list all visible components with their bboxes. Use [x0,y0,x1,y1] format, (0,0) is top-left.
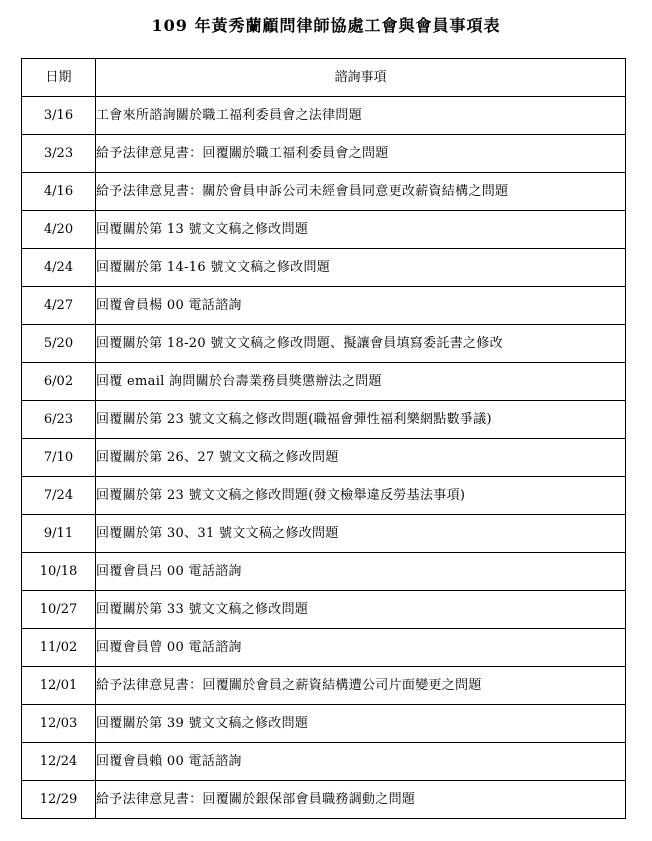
row-matter: 給予法律意見書：回覆關於職工福利委員會之問題 [96,135,626,173]
table-row [22,401,626,439]
table-header-row [22,59,626,97]
row-matter: 回覆關於第 14-16 號文文稿之修改問題 [96,249,626,287]
table-row [22,249,626,287]
row-date: 12/29 [22,781,96,819]
row-matter: 回覆關於第 39 號文文稿之修改問題 [96,705,626,743]
row-matter: 回覆關於第 23 號文文稿之修改問題(發文檢舉違反勞基法事項) [96,477,626,515]
row-date: 12/01 [22,667,96,705]
row-date: 11/02 [22,629,96,667]
row-date: 9/11 [22,515,96,553]
table-row [22,211,626,249]
row-date: 4/20 [22,211,96,249]
row-date: 4/16 [22,173,96,211]
header-date: 日期 [22,59,96,97]
header-matter: 諮詢事項 [96,59,626,97]
row-date: 7/10 [22,439,96,477]
table-row [22,363,626,401]
table-row [22,173,626,211]
table-row [22,439,626,477]
row-matter: 回覆會員賴 00 電話諮詢 [96,743,626,781]
table-row [22,515,626,553]
table-row [22,629,626,667]
row-matter: 回覆會員呂 00 電話諮詢 [96,553,626,591]
row-date: 10/18 [22,553,96,591]
row-date: 6/23 [22,401,96,439]
table-row [22,325,626,363]
row-date: 12/03 [22,705,96,743]
row-date: 10/27 [22,591,96,629]
table-row [22,743,626,781]
table-row [22,135,626,173]
row-matter: 回覆關於第 13 號文文稿之修改問題 [96,211,626,249]
table-row [22,477,626,515]
row-matter: 回覆會員楊 00 電話諮詢 [96,287,626,325]
row-matter: 給予法律意見書：關於會員申訴公司未經會員同意更改薪資結構之問題 [96,173,626,211]
row-matter: 回覆 email 詢問關於台壽業務員獎懲辦法之問題 [96,363,626,401]
table-row [22,781,626,819]
row-matter: 給予法律意見書：回覆關於銀保部會員職務調動之問題 [96,781,626,819]
table-row [22,287,626,325]
row-date: 6/02 [22,363,96,401]
table-body [22,97,626,819]
table-row [22,705,626,743]
row-date: 12/24 [22,743,96,781]
page-title: 109 年黃秀蘭顧問律師協處工會與會員事項表 [151,16,501,35]
consultation-table [21,58,626,819]
row-matter: 回覆關於第 33 號文文稿之修改問題 [96,591,626,629]
table-row [22,97,626,135]
row-date: 7/24 [22,477,96,515]
row-matter: 回覆關於第 23 號文文稿之修改問題(職福會彈性福利樂網點數爭議) [96,401,626,439]
table-row [22,667,626,705]
row-date: 5/20 [22,325,96,363]
row-matter: 回覆關於第 26、27 號文文稿之修改問題 [96,439,626,477]
row-matter: 回覆關於第 30、31 號文文稿之修改問題 [96,515,626,553]
row-matter: 工會來所諮詢關於職工福利委員會之法律問題 [96,97,626,135]
row-date: 3/23 [22,135,96,173]
row-date: 4/24 [22,249,96,287]
row-date: 3/16 [22,97,96,135]
row-matter: 回覆會員曾 00 電話諮詢 [96,629,626,667]
row-matter: 回覆關於第 18-20 號文文稿之修改問題、擬讓會員填寫委託書之修改 [96,325,626,363]
table-row [22,591,626,629]
row-matter: 給予法律意見書：回覆關於會員之薪資結構遭公司片面變更之問題 [96,667,626,705]
table-row [22,553,626,591]
row-date: 4/27 [22,287,96,325]
